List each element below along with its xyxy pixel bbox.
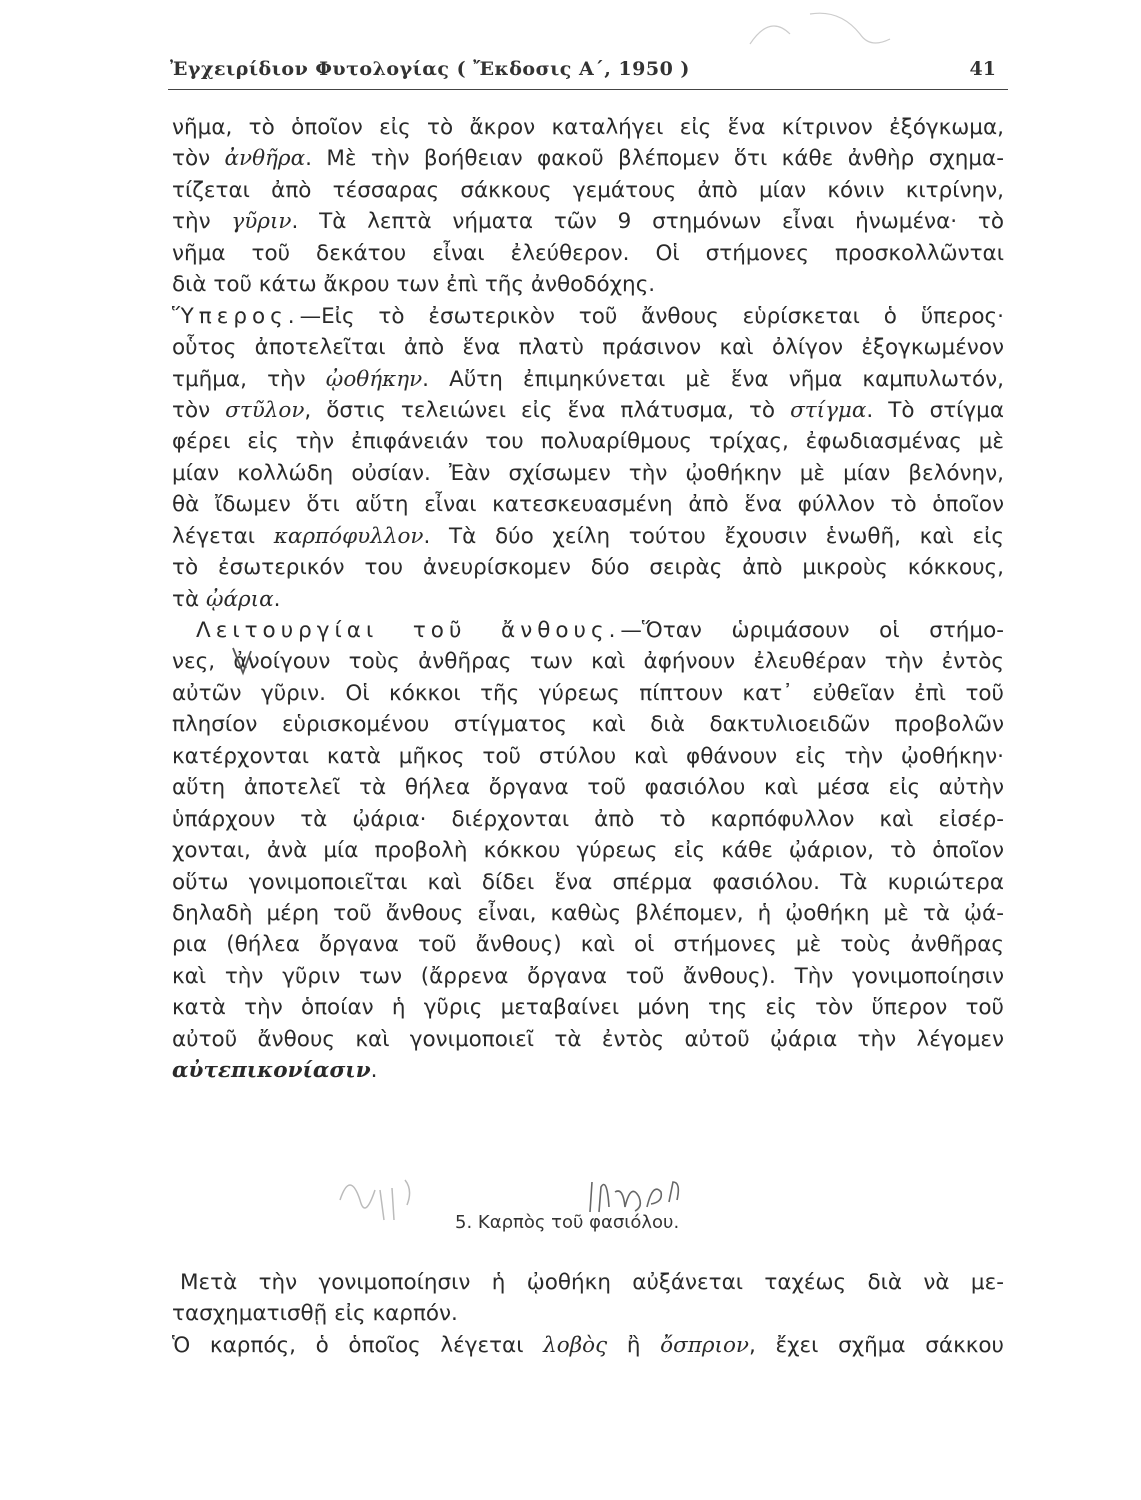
pencil-scribble-icon	[330, 1150, 450, 1230]
text-span: , ὅστις τελειώνει εἰς ἕνα πλάτυσμα, τὸ	[304, 397, 791, 423]
text-line	[172, 238, 1004, 269]
text-line	[172, 1055, 1004, 1086]
text-line	[172, 206, 1004, 237]
text-span: δηλαδὴ μέρη τοῦ ἄνθους εἶναι, καθὼς βλέπομεν, ἡ ᾠοθήκη μὲ τὰ ᾠά-	[172, 900, 1004, 926]
text-span: τὰ	[172, 586, 206, 612]
text-span: . Τὰ δύο χείλη τούτου ἔχουσιν ἑνωθῆ, καὶ εἰς	[423, 523, 1004, 549]
page-number: 41	[969, 58, 996, 80]
text-span: οὕτω γονιμοποιεῖται καὶ δίδει ἕνα σπέρμα φασιόλου. Τὰ κυριώτερα	[172, 869, 1004, 895]
text-span: τασχηματισθῇ εἰς καρπόν.	[172, 1301, 458, 1327]
text-span: νῆμα, τὸ ὁποῖον εἰς τὸ ἄκρον καταλήγει εἰς ἕνα κίτρινον ἐξόγκωμα,	[172, 115, 1004, 140]
text-span: Ὁ καρπός, ὁ ὁποῖος λέγεται	[172, 1332, 544, 1358]
text-line	[172, 301, 1004, 332]
text-line	[172, 835, 1004, 866]
text-span: πλησίον εὑρισκομένου στίγματος καὶ διὰ δακτυλιοειδῶν προβολῶν	[172, 712, 1004, 738]
text-span: ὑπάρχουν τὰ ᾠάρια· διέρχονται ἀπὸ τὸ καρπόφυλλον καὶ εἰσέρ-	[172, 806, 1004, 832]
section-heading-functions: Λειτουργίαι τοῦ ἄνθους.	[196, 618, 621, 643]
figure-caption: 5. Καρπὸς τοῦ φασιόλου.	[455, 1212, 680, 1233]
main-text	[172, 112, 1004, 1087]
text-line	[172, 521, 1004, 552]
text-line	[172, 552, 1004, 583]
text-span: . Τὸ στίγμα	[866, 397, 1005, 423]
text-line	[172, 741, 1004, 772]
text-span: καὶ τὴν γῦριν των (ἄρρενα ὄργανα τοῦ ἄνθους). Τὴν γονιμοποίησιν	[172, 963, 1004, 989]
text-line	[172, 332, 1004, 363]
text-line	[172, 867, 1004, 898]
text-span: χονται, ἀνὰ μία προβολὴ κόκκου γύρεως εἰς κάθε ᾠάριον, τὸ ὁποῖον	[172, 838, 1004, 864]
text-line	[172, 615, 1004, 646]
text-line	[172, 143, 1004, 174]
term-pollen: γῦριν	[231, 209, 292, 235]
text-line	[172, 804, 1004, 835]
text-span: ρια (θήλεα ὄργανα τοῦ ἄνθους) καὶ οἱ στήμονες μὲ τοὺς ἀνθῆρας	[172, 932, 1004, 958]
text-line	[172, 395, 1004, 426]
text-line	[172, 772, 1004, 803]
text-span: κατέρχονται κατὰ μῆκος τοῦ στύλου καὶ φθάνουν εἰς τὴν ᾠοθήκην·	[172, 743, 1004, 769]
term-pod: λοβὸς	[543, 1332, 608, 1358]
text-line	[172, 112, 1004, 143]
text-line	[172, 1267, 1004, 1298]
text-span: αὐτῶν γῦριν. Οἱ κόκκοι τῆς γύρεως πίπτουν κατ᾽ εὐθεῖαν ἐπὶ τοῦ	[172, 680, 1004, 706]
text-line	[172, 175, 1004, 206]
text-span: τίζεται ἀπὸ τέσσαρας σάκκους γεμάτους ἀπὸ μίαν κόνιν κιτρίνην,	[172, 177, 1004, 203]
book-title: Ἐγχειρίδιον Φυτολογίας ( Ἔκδοσις Α΄, 1950 )	[170, 58, 690, 80]
text-span: —Εἰς τὸ ἐσωτερικὸν τοῦ ἄνθους εὑρίσκεται ὁ ὕπερος·	[299, 303, 1004, 329]
text-line	[172, 1330, 1004, 1361]
text-span: διὰ τοῦ κάτω ἄκρου των ἐπὶ τῆς ἀνθοδόχης.	[172, 272, 656, 298]
term-style: στῦλον	[225, 397, 305, 423]
term-stigma: στίγμα	[790, 397, 867, 423]
text-span: Μετὰ τὴν γονιμοποίησιν ἡ ᾠοθήκη αὐξάνεται ταχέως διὰ νὰ με-	[180, 1270, 1004, 1295]
text-line	[172, 678, 1004, 709]
main-text-continued	[172, 1267, 1004, 1361]
text-line	[172, 929, 1004, 960]
text-line	[172, 1298, 1004, 1329]
text-line	[172, 458, 1004, 489]
text-line	[172, 269, 1004, 300]
text-line	[172, 1024, 1004, 1055]
term-legume: ὄσπριον	[660, 1332, 749, 1358]
text-span: τὸ ἐσωτερικόν του ἀνευρίσκομεν δύο σειρὰς ἀπὸ μικροὺς κόκκους,	[172, 555, 1004, 581]
text-span: κατὰ τὴν ὁποίαν ἡ γῦρις μεταβαίνει μόνη της εἰς τὸν ὕπερον τοῦ	[172, 995, 1004, 1021]
text-line	[172, 426, 1004, 457]
text-span: .	[370, 1058, 378, 1084]
running-header	[170, 58, 1006, 88]
text-span: .	[273, 586, 281, 612]
term-ovules: ᾠάρια	[205, 586, 274, 612]
text-span: . Αὕτη ἐπιμηκύνεται μὲ ἕνα νῆμα καμπυλωτόν,	[422, 366, 1004, 392]
text-span: νῆμα τοῦ δεκάτου εἶναι ἐλεύθερον. Οἱ στήμονες προσκολλῶνται	[172, 240, 1004, 266]
text-span: —Ὅταν ὡριμάσουν οἱ στήμο-	[620, 618, 1005, 643]
text-span: τὴν	[172, 209, 232, 235]
text-span: φέρει εἰς τὴν ἐπιφάνειάν του πολυαρίθμους τρίχας, ἐφωδιασμένας μὲ	[172, 429, 1004, 455]
term-carpel: καρπόφυλλον	[273, 523, 424, 549]
text-span: μίαν κολλώδη οὐσίαν. Ἐὰν σχίσωμεν τὴν ᾠοθήκην μὲ μίαν βελόνην,	[172, 460, 1004, 486]
text-span: τὸν	[172, 146, 225, 172]
text-span: τὸν	[172, 397, 226, 423]
text-span: θὰ ἴδωμεν ὅτι αὕτη εἶναι κατεσκευασμένη ἀπὸ ἕνα φύλλον τὸ ὁποῖον	[172, 492, 1004, 518]
text-line	[172, 489, 1004, 520]
text-line	[172, 584, 1004, 615]
text-line	[172, 646, 1004, 677]
pencil-scribble-icon	[740, 4, 900, 54]
text-span: λέγεται	[172, 523, 274, 549]
term-anther: ἀνθῆρα	[224, 146, 306, 172]
text-span: τμῆμα, τὴν	[172, 366, 326, 392]
text-span: ἢ	[607, 1332, 661, 1358]
text-span: νες, ἀνοίγουν τοὺς ἀνθῆρας των καὶ ἀφήνουν ἐλευθέραν τὴν ἐντὸς	[172, 649, 1004, 675]
text-line	[172, 898, 1004, 929]
section-heading-pistil: Ὕπερος.	[172, 303, 300, 329]
text-span: αὕτη ἀποτελεῖ τὰ θήλεα ὄργανα τοῦ φασιόλου καὶ μέσα εἰς αὐτὴν	[172, 775, 1004, 801]
text-line	[172, 709, 1004, 740]
term-self-pollination: αὐτεπικονίασιν	[172, 1058, 371, 1084]
text-span: . Τὰ λεπτὰ νήματα τῶν 9 στημόνων εἶναι ἡνωμένα· τὸ	[291, 209, 1004, 235]
text-line	[172, 961, 1004, 992]
text-span: οὗτος ἀποτελεῖται ἀπὸ ἕνα πλατὺ πράσινον καὶ ὀλίγον ἐξογκωμένον	[172, 335, 1004, 361]
text-span: . Μὲ τὴν βοήθειαν φακοῦ βλέπομεν ὅτι κάθε ἀνθὴρ σχημα-	[305, 146, 1004, 172]
term-ovary: ᾠοθήκην	[325, 366, 423, 392]
text-line	[172, 992, 1004, 1023]
text-span: αὐτοῦ ἄνθους καὶ γονιμοποιεῖ τὰ ἐντὸς αὐτοῦ ᾠάρια τὴν λέγομεν	[172, 1026, 1004, 1052]
text-span: , ἔχει σχῆμα σάκκου	[748, 1332, 1004, 1358]
header-rule	[168, 89, 1008, 90]
text-line	[172, 364, 1004, 395]
